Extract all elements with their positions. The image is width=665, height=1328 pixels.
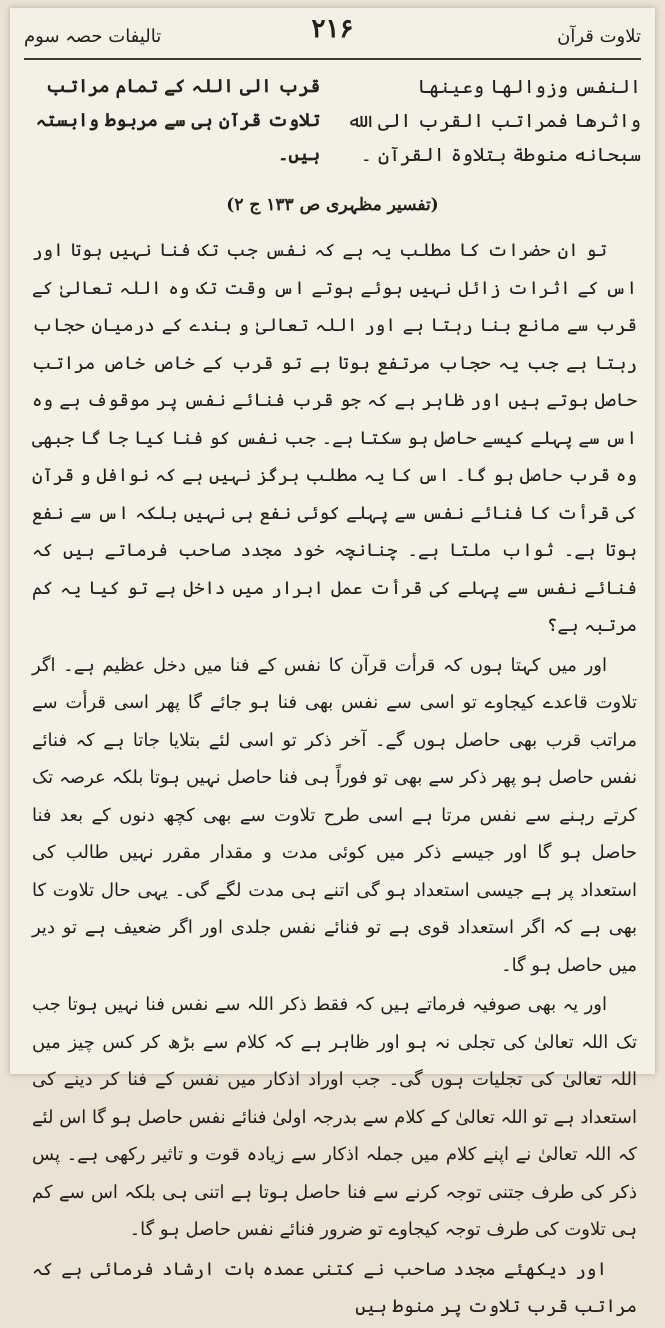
paragraph: اور یہ بھی صوفیہ فرماتے ہیں کہ فقط ذکر اللہ سے نفس فنا نہیں ہوتا جب تک اللہ تعالیٰ کی تجلی نہ ہو اور ظاہر ہے کہ کلام سے بڑھ کر کس چیز میں اللہ تعالیٰ کی تجلیات ہوں گی۔ جب اوراد اذکار میں نفس کے فنا کر دینے کی استعداد ہے تو اللہ تعالیٰ کے کلام سے بدرجہ اولیٰ فنائے نفس حاصل ہو گا اس لئے کہ اللہ تعالیٰ نے اپنے کلام میں جملہ اذکار سے زیادہ قوت و تاثیر رکھی ہے۔ پس ذکر کی طرف جتنی توجہ کرنے سے فنا حاصل ہوتا ہے اتنی ہی بلکہ اس سے کم ہی تلاوت کی طرف توجہ کیجاوے تو ضرور فنائے نفس حاصل ہو گا۔ [32,994,637,1240]
arabic-quote: النفس وزوالها وعينها واثرها فمراتب القرب الى الله سبحانه منوطة بتلاوة القرآن ۔ [349,76,641,166]
paragraph: اور دیکھئے مجدد صاحب نے کتنی عمدہ بات ارشاد فرمائی ہے کہ مراتب قرب تلاوت پر منوط ہیں [32,1258,637,1317]
paragraph: اور میں کہتا ہوں کہ قرأت قرآن کا نفس کے فنا میں دخل عظیم ہے۔ اگر تلاوت قاعدے کیجاوے تو اسی سے نفس بھی فنا ہو جائے گا پھر اسی قرأت سے مراتب قرب بھی حاصل ہوں گے۔ آخر ذکر تو اسی لئے بتلایا جاتا ہے کہ فنائے نفس حاصل ہو پھر ذکر سے بھی تو فوراً ہی فنا حاصل نہیں ہوتا بلکہ عرصہ تک کرتے رہنے سے نفس مرتا ہے اسی طرح تلاوت سے بھی کچھ دنوں کے بعد فنا حاصل ہو گا اور جیسے ذکر میں کوئی مدت و مقدار مقرر نہیں طالب کی استعداد پر ہے جیسی استعداد ہو گی اتنے ہی مدت لگے گی۔ یہی حال تلاوت کا بھی ہے کہ اگر استعداد قوی ہے تو فنائے نفس جلدی اور اگر ضعیف ہے تو دیر میں حاصل ہو گا۔ [32,654,637,976]
book-page [10,8,655,1317]
header-rule [24,58,641,60]
page-number: ۲۱۶ [311,14,354,44]
quoted-passage [24,70,641,200]
urdu-translation: قرب الی اللہ کے تمام مراتب تلاوت قرآن ہی سے مربوط وابستہ ہیں۔ [35,76,321,165]
page-header [24,14,641,54]
paragraph: تو ان حضرات کا مطلب یہ ہے کہ نفس جب تک فنا نہیں ہوتا اور اس کے اثرات زائل نہیں ہوئے ہوتے اس وقت تک وہ اللہ تعالیٰ کے قرب سے مانع بنا رہتا ہے اور اللہ تعالیٰ و بندے کے درمیان حجاب رہتا ہے جب یہ حجاب مرتفع ہوتا ہے تو قرب کے خاص خاص مراتب حاصل ہوتے ہیں اور ظاہر ہے کہ جو قرب فنائے نفس پر موقوف ہے وہ اس سے پہلے کیسے حاصل ہو سکتا ہے۔ جب نفس کو فنا کیا جا گا جبھی وہ قرب حاصل ہو گا۔ اس کا یہ مطلب ہرگز نہیں ہے کہ نوافل و قرآن کی قرأت کا فنائے نفس سے پہلے کوئی نفع ہی نہیں بلکہ اس سے نفع ہوتا ہے۔ ثواب ملتا ہے۔ چنانچہ خود مجدد صاحب فرماتے ہیں کہ فنائے نفس سے پہلے کی قرأت عمل ابرار میں داخل ہے تو کیا یہ کم مرتبہ ہے؟ [32,240,637,636]
body-text [32,232,637,1328]
header-book-title: تالیفات حصہ سوم [24,26,162,47]
header-chapter-title: تلاوت قرآن [557,26,641,47]
citation: (تفسیر مظہری ص ۱۳۳ ج ۲) [226,195,439,215]
